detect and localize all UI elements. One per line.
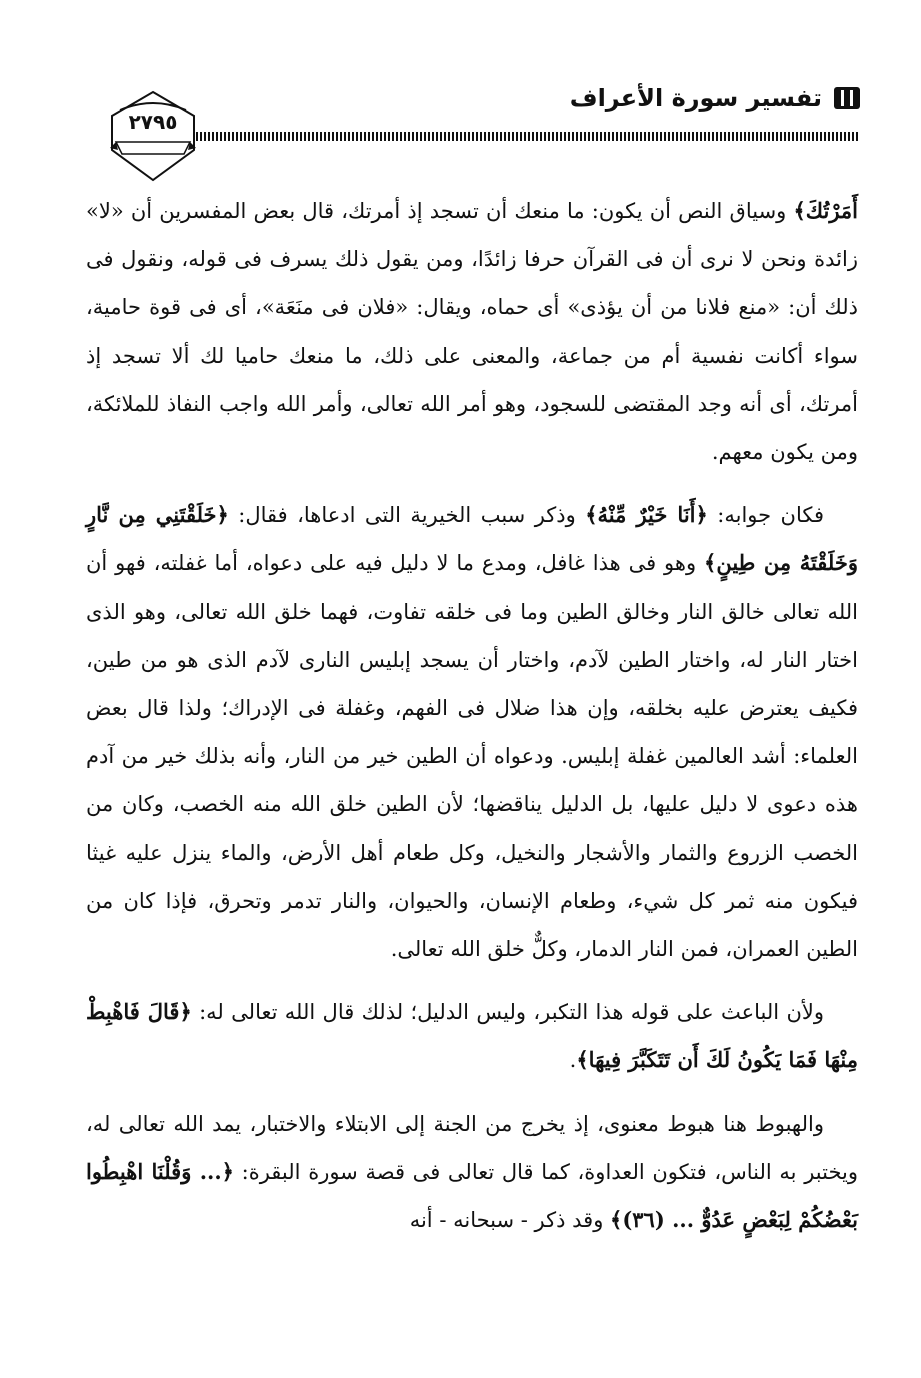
body-text (86, 187, 858, 1244)
surah-title: تفسير سورة الأعراف (569, 84, 822, 112)
text-run: والهبوط هنا هبوط معنوى، إذ يخرج من الجنة إلى الابتلاء والاختبار، يمد الله تعالى له، ويختبر به الناس، فتكون العداوة، كما قال تعالى فى قصة سورة البقرة: (86, 1111, 858, 1184)
header-rule (196, 132, 860, 141)
running-head (570, 84, 860, 112)
paragraph (86, 988, 858, 1084)
text-run: وهو فى هذا غافل، ومدع ما لا دليل فيه على دعواه، أما غفلته، فهو أن الله تعالى خالق النار وخالق الطين وما فى خلقه تفاوت، فهما خلق الله تعالى، وهو الذى اختار النار له، واختار الطين لآدم، واختار أن يسجد إبليس النارى لآدم الذى هو من طين، فكيف يعترض عليه بخلقه، وإن هذا ضلال فى الفهم، وغفلة فى الإدراك؛ ولذا قال بعض العلماء: أشد العالمين غفلة إبليس. ودعواه أن الطين خير من النار، وأنه بذلك خير من آدم هذه دعوى لا دليل عليها، بل الدليل يناقضها؛ لأن الطين خلق الله منه الخصب، وكان من الخصب الزروع والثمار والأشجار والنخيل، وكل طعام أهل الأرض، والماء ينزل عليه غيثا فيكون منه ثمر كل شيء، وطعام الإنسان، والحيوان، والنار تدمر وتحرق، فإذا كان من الطين العمران، فمن النار الدمار، وكلٌّ خلق الله تعالى. (86, 551, 859, 962)
paragraph (86, 1100, 858, 1245)
page-badge-frame-icon (108, 90, 198, 182)
text-run: فكان جوابه: (707, 503, 825, 528)
header-ornament-icon (834, 87, 860, 109)
text-run: ولأن الباعث على قوله هذا التكبر، وليس الدليل؛ لذلك قال الله تعالى له: (191, 1000, 825, 1025)
quran-verse: ﴿خَلَقْتَنِي مِن نَّارٍ وَخَلَقْتَهُ مِن طِينٍ﴾ (86, 502, 858, 576)
page-header (100, 78, 860, 188)
paragraph (86, 491, 858, 973)
quran-verse: ﴿قَالَ فَاهْبِطْ مِنْهَا فَمَا يَكُونُ لَكَ أَن تَتَكَبَّرَ فِيهَا﴾ (86, 999, 858, 1073)
quran-verse: ﴿أَنَا خَيْرٌ مِّنْهُ﴾ (585, 502, 708, 528)
quran-verse: ﴿... وَقُلْنَا اهْبِطُوا بَعْضُكُمْ لِبَعْضٍ عَدُوٌّ ... (٣٦)﴾ (86, 1158, 858, 1233)
paragraph (86, 187, 858, 476)
text-run: وقد ذكر - سبحانه - أنه (409, 1208, 611, 1233)
page-number-badge (108, 90, 198, 182)
text-run: . (569, 1048, 577, 1073)
text-run: وسياق النص أن يكون: ما منعك أن تسجد إذ أمرتك، قال بعض المفسرين أن «لا» زائدة ونحن لا نرى أن فى القرآن حرفا زائدًا، ومن يقول ذلك يسرف فى قوله، ونقول فى ذلك أن: «منع فلانا من أن يؤذى» أى حماه، ويقال: «فلان فى منَعَة»، أى فى قوة حامية، سواء أكانت نفسية أم من جماعة، والمعنى على ذلك، ما منعك حاميا لك ألا تسجد إذ أمرتك، أى أنه وجد المقتضى للسجود، وهو أمر الله تعالى، وأمر الله واجب النفاذ للملائكة، ومن يكون معهم. (86, 199, 858, 465)
page-number: ٢٧٩٥ (128, 110, 178, 134)
quran-verse: أَمَرْتُكَ﴾ (793, 198, 858, 223)
text-run: وذكر سبب الخيرية التى ادعاها، فقال: (228, 503, 586, 528)
